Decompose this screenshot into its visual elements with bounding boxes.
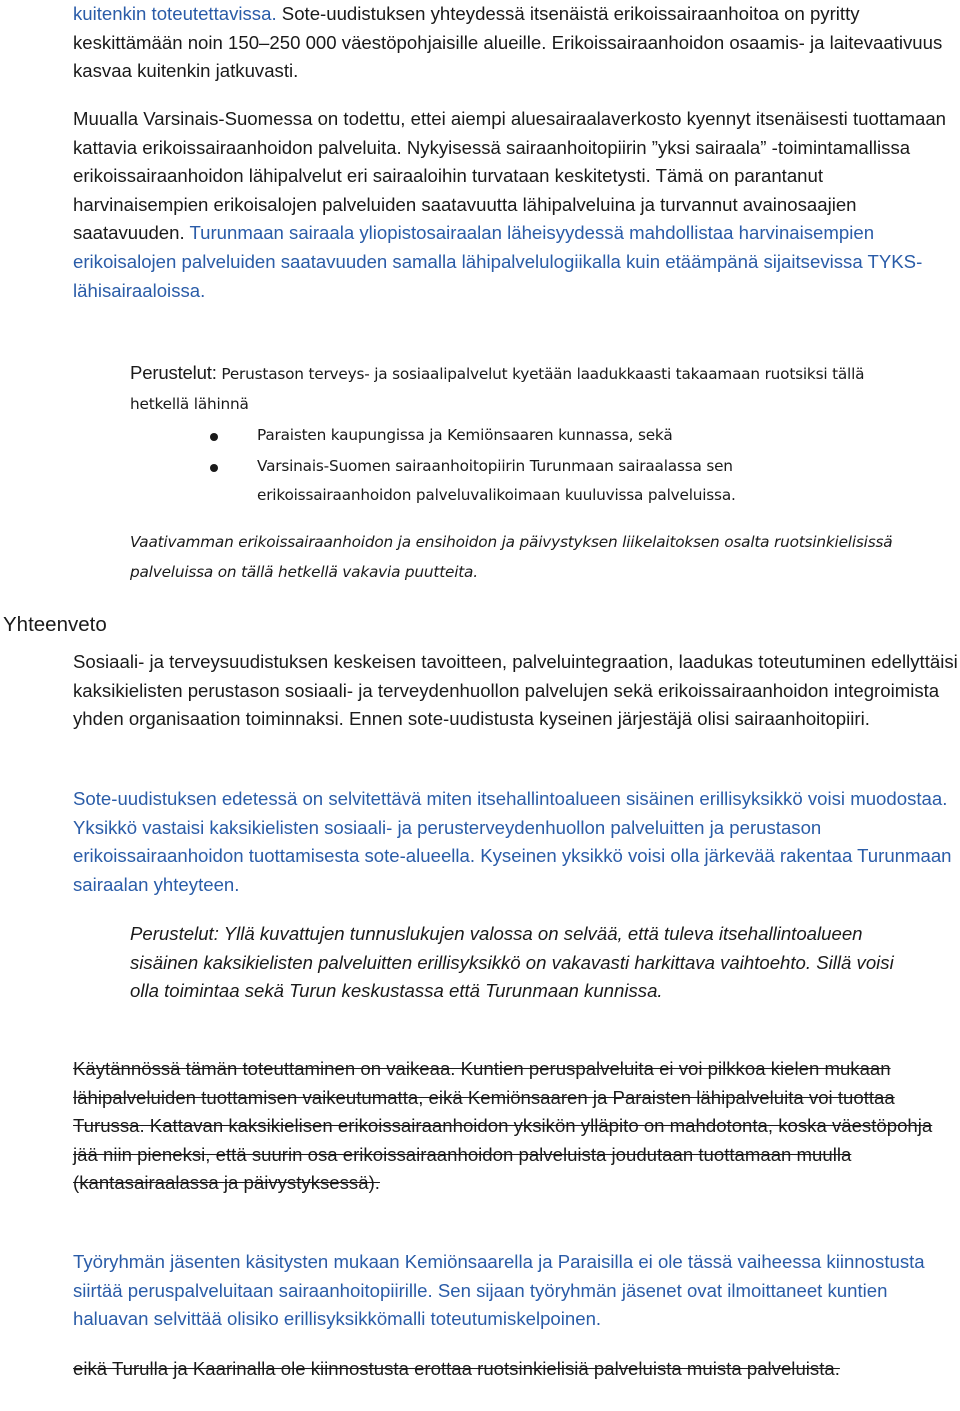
perustelut-1-italic: Vaativamman erikoissairaanhoidon ja ensihoidon ja päivystyksen liikelaitoksen osalta ruotsinkielisissä palveluissa on tällä hetkellä vakavia puutteita. [130, 533, 893, 581]
perustelut-block-1 [130, 358, 900, 419]
varsinais-text-highlight: Turunmaan sairaala yliopistosairaalan läheisyydessä mahdollistaa harvinaisempien erikoisalojen palveluiden saatavuuden samalla lähipalvelulogiikalla kuin etäämpänä sijaitsevissa TYKS-lähisairaaloissa. [73, 222, 923, 301]
bullet-text: Varsinais-Suomen sairaanhoitopiirin Turunmaan sairaalassa sen erikoissairaanhoidon palveluvalikoimaan kuuluvissa palveluissa. [257, 457, 736, 504]
paragraph-summary: Sosiaali- ja terveysuudistuksen keskeisen tavoitteen, palveluintegraation, laadukas toteutuminen edellyttäisi kaksikielisten perustason sosiaali- ja terveydenhuollon palvelujen sekä erikoissairaanhoidon integroimista yhden organisaation toiminnaksi. Ennen sote-uudistusta kyseinen järjestäjä olisi sairaanhoitopiiri. [73, 651, 958, 730]
paragraph-workgroup: Työryhmän jäsenten käsitysten mukaan Kemiönsaarella ja Paraisilla ei ole tässä vaiheessa kiinnostusta siirtää peruspalveluitaan sairaanhoitopiirille. Sen sijaan työryhmän jäsenet ovat ilmoittaneet kuntien haluavan selvittää olisiko erillisyksikkömalli toteutumiskelpoinen. [73, 1251, 925, 1330]
paragraph-proposal: Sote-uudistuksen edetessä on selvitettävä miten itsehallintoalueen sisäinen erillisyksikkö voisi muodostaa. Yksikkö vastaisi kaksikielisten sosiaali- ja perusterveydenhuollon palveluitten ja perustason erikoissairaanhoidon tuottamisesta sote-alueella. Kyseinen yksikkö voisi olla järkevää rakentaa Turunmaan sairaalan yhteyteen. [73, 788, 952, 895]
varsinais-text: Muualla Varsinais-Suomessa on todettu, ettei aiempi aluesairaalaverkosto kyennyt itsenäisesti tuottamaan kattavia erikoissairaanhoidon palveluita. Nykyisessä sairaanhoitopiirin ”yksi sairaala” -toimintamallissa erikoissairaanhoidon lähipalvelut eri sairaaloihin turvataan keskitetysti. Tämä on parantanut harvinaisempien erikoisalojen palveluiden saatavuutta lähipalveluina ja turvannut avainosaajien saatavuuden. [73, 108, 946, 244]
intro-text: Sote-uudistuksen yhteydessä itsenäistä erikoissairaanhoitoa on pyritty keskittämään noin 150–250 000 väestöpohjaisille alueille. Erikoissairaanhoidon osaamis- ja laitevaativuus kasvaa kuitenkin jatkuvasti. [73, 3, 943, 82]
paragraph-intro [73, 0, 959, 86]
paragraph-varsinais-suomi [73, 105, 959, 305]
intro-text-highlight: kuitenkin toteutettavissa. [73, 3, 277, 24]
bullet-text: Paraisten kaupungissa ja Kemiönsaaren kunnassa, sekä [257, 426, 673, 444]
perustelut-2: Perustelut: Yllä kuvattujen tunnuslukujen valossa on selvää, että tuleva itsehallintoalueen sisäinen kaksikielisten palveluitten erillisyksikkö on vakavasti harkittava vaihtoehto. Sillä voisi olla toimintaa sekä Turun keskustassa että Turunmaan kunnissa. [130, 923, 894, 1002]
perustelut-1-intro [130, 358, 900, 419]
perustelut-1-label: Perustelut: [130, 362, 217, 383]
paragraph-struck: Käytännössä tämän toteuttaminen on vaikeaa. Kuntien peruspalveluita ei voi pilkkoa kielen mukaan lähipalveluiden tuottamisen vaikeutumatta, eikä Kemiönsaaren ja Paraisten lähipalveluita voi tuottaa Turussa. Kattavan kaksikielisen erikoissairaanhoidon yksikön ylläpito on mahdotonta, koska väestöpohja jää niin pieneksi, että suurin osa erikoissairaanhoidon palveluista joudutaan tuottamaan muulla (kantasairaalassa ja päivystyksessä). [73, 1058, 933, 1194]
section-heading: Yhteenveto [3, 613, 107, 636]
perustelut-1-text: Perustason terveys- ja sosiaalipalvelut kyetään laadukkaasti takaamaan ruotsiksi tällä hetkellä lähinnä [130, 365, 865, 413]
bullet-dot [210, 464, 218, 472]
paragraph-struck-final: eikä Turulla ja Kaarinalla ole kiinnostusta erottaa ruotsinkielisiä palveluista muista palveluista. [73, 1358, 840, 1379]
bullet-dot [210, 433, 218, 441]
